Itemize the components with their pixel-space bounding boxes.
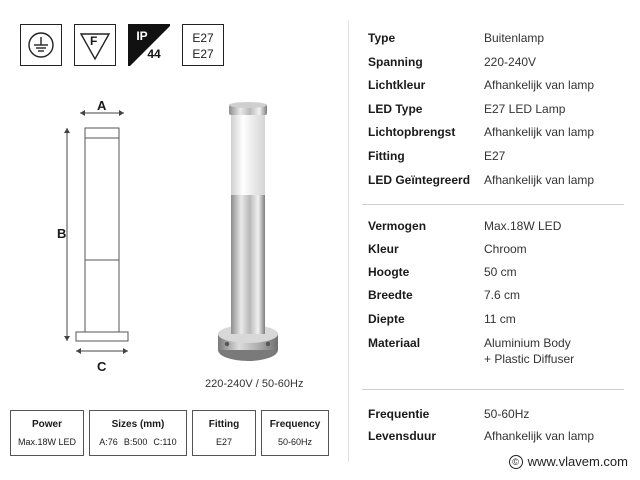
spec-row-breedte — [368, 288, 628, 308]
socket-label-bottom: E27 — [192, 47, 214, 61]
column-divider — [348, 20, 349, 462]
spec-separator — [362, 204, 624, 205]
spec-value: 220-240V — [484, 55, 537, 69]
sizes-title: Sizes (mm) — [111, 419, 165, 430]
spec-key: Lichtkleur — [368, 78, 426, 92]
watermark — [505, 453, 632, 470]
copyright-icon: © — [509, 455, 523, 469]
spec-row-hoogte — [368, 265, 628, 285]
spec-key: Vermogen — [368, 219, 427, 233]
spec-value: Afhankelijk van lamp — [484, 125, 595, 139]
f-mark-badge — [74, 24, 116, 66]
bollard-lamp-image — [205, 100, 295, 375]
ip-rating-value: 44 — [147, 47, 161, 61]
spec-row-frequentie — [368, 407, 628, 427]
ip-label: IP — [136, 29, 148, 43]
spec-value: Afhankelijk van lamp — [484, 78, 595, 92]
spec-row-kleur — [368, 242, 628, 262]
spec-row-led-type — [368, 102, 628, 122]
fitting-spec-box — [192, 410, 256, 456]
voltage-caption: 220-240V / 50-60Hz — [205, 378, 304, 390]
frequency-value: 50-60Hz — [277, 437, 313, 447]
ground-badge — [20, 24, 62, 66]
spec-row-spanning — [368, 55, 628, 75]
spec-key: Levensduur — [368, 429, 437, 443]
dimension-label-c: C — [97, 359, 107, 374]
spec-row-type — [368, 31, 628, 51]
spec-key: Type — [368, 31, 396, 45]
ground-icon — [21, 25, 63, 67]
spec-value: Afhankelijk van lamp — [484, 429, 595, 443]
spec-row-diepte — [368, 312, 628, 332]
spec-value: Afhankelijk van lamp — [484, 173, 595, 187]
spec-value: Aluminium Body — [484, 336, 571, 350]
spec-key: Materiaal — [368, 336, 421, 350]
frequency-title: Frequency — [269, 419, 321, 430]
spec-row-lichtopbrengst — [368, 125, 628, 145]
spec-value: Buitenlamp — [484, 31, 545, 45]
size-b: B:500 — [123, 437, 148, 447]
spec-key: LED Geïntegreerd — [368, 173, 471, 187]
fitting-title: Fitting — [208, 419, 240, 430]
spec-value: Max.18W LED — [484, 219, 562, 233]
ip44-badge — [128, 24, 170, 66]
power-spec-box — [10, 410, 84, 456]
spec-row-led-geintegreerd — [368, 173, 628, 193]
spec-key: Diepte — [368, 312, 405, 326]
watermark-text: www.vlavem.com — [527, 454, 628, 469]
dimension-drawing — [54, 95, 150, 365]
fitting-value: E27 — [215, 437, 232, 447]
spec-key: Hoogte — [368, 265, 410, 279]
spec-key: Spanning — [368, 55, 423, 69]
spec-key: LED Type — [368, 102, 423, 116]
dimension-label-a: A — [97, 98, 107, 113]
socket-label-top: E27 — [192, 31, 214, 45]
spec-key: Breedte — [368, 288, 413, 302]
spec-key: Frequentie — [368, 407, 430, 421]
sizes-spec-box — [89, 410, 187, 456]
spec-value: Chroom — [484, 242, 527, 256]
spec-row-materiaal — [368, 336, 628, 372]
spec-value: 11 cm — [484, 312, 516, 326]
spec-key: Lichtopbrengst — [368, 125, 456, 139]
spec-key: Fitting — [368, 149, 405, 163]
spec-row-vermogen — [368, 219, 628, 239]
size-a: A:76 — [99, 437, 118, 447]
sizes-values — [90, 437, 186, 447]
spec-row-fitting — [368, 149, 628, 169]
spec-value: E27 LED Lamp — [484, 102, 566, 116]
spec-separator — [362, 389, 624, 390]
power-value: Max.18W LED — [17, 437, 77, 447]
power-title: Power — [31, 419, 62, 430]
spec-value: 50 cm — [484, 265, 517, 279]
frequency-spec-box — [261, 410, 329, 456]
dimension-label-b: B — [57, 226, 67, 241]
spec-value-line2: + Plastic Diffuser — [484, 352, 575, 366]
f-mark-letter: F — [90, 34, 98, 48]
spec-value: 7.6 cm — [484, 288, 521, 302]
size-c: C:110 — [153, 437, 177, 447]
spec-row-lichtkleur — [368, 78, 628, 98]
spec-value: 50-60Hz — [484, 407, 530, 421]
socket-badge — [182, 24, 224, 66]
spec-key: Kleur — [368, 242, 399, 256]
spec-row-levensduur — [368, 429, 628, 449]
spec-value: E27 — [484, 149, 506, 163]
